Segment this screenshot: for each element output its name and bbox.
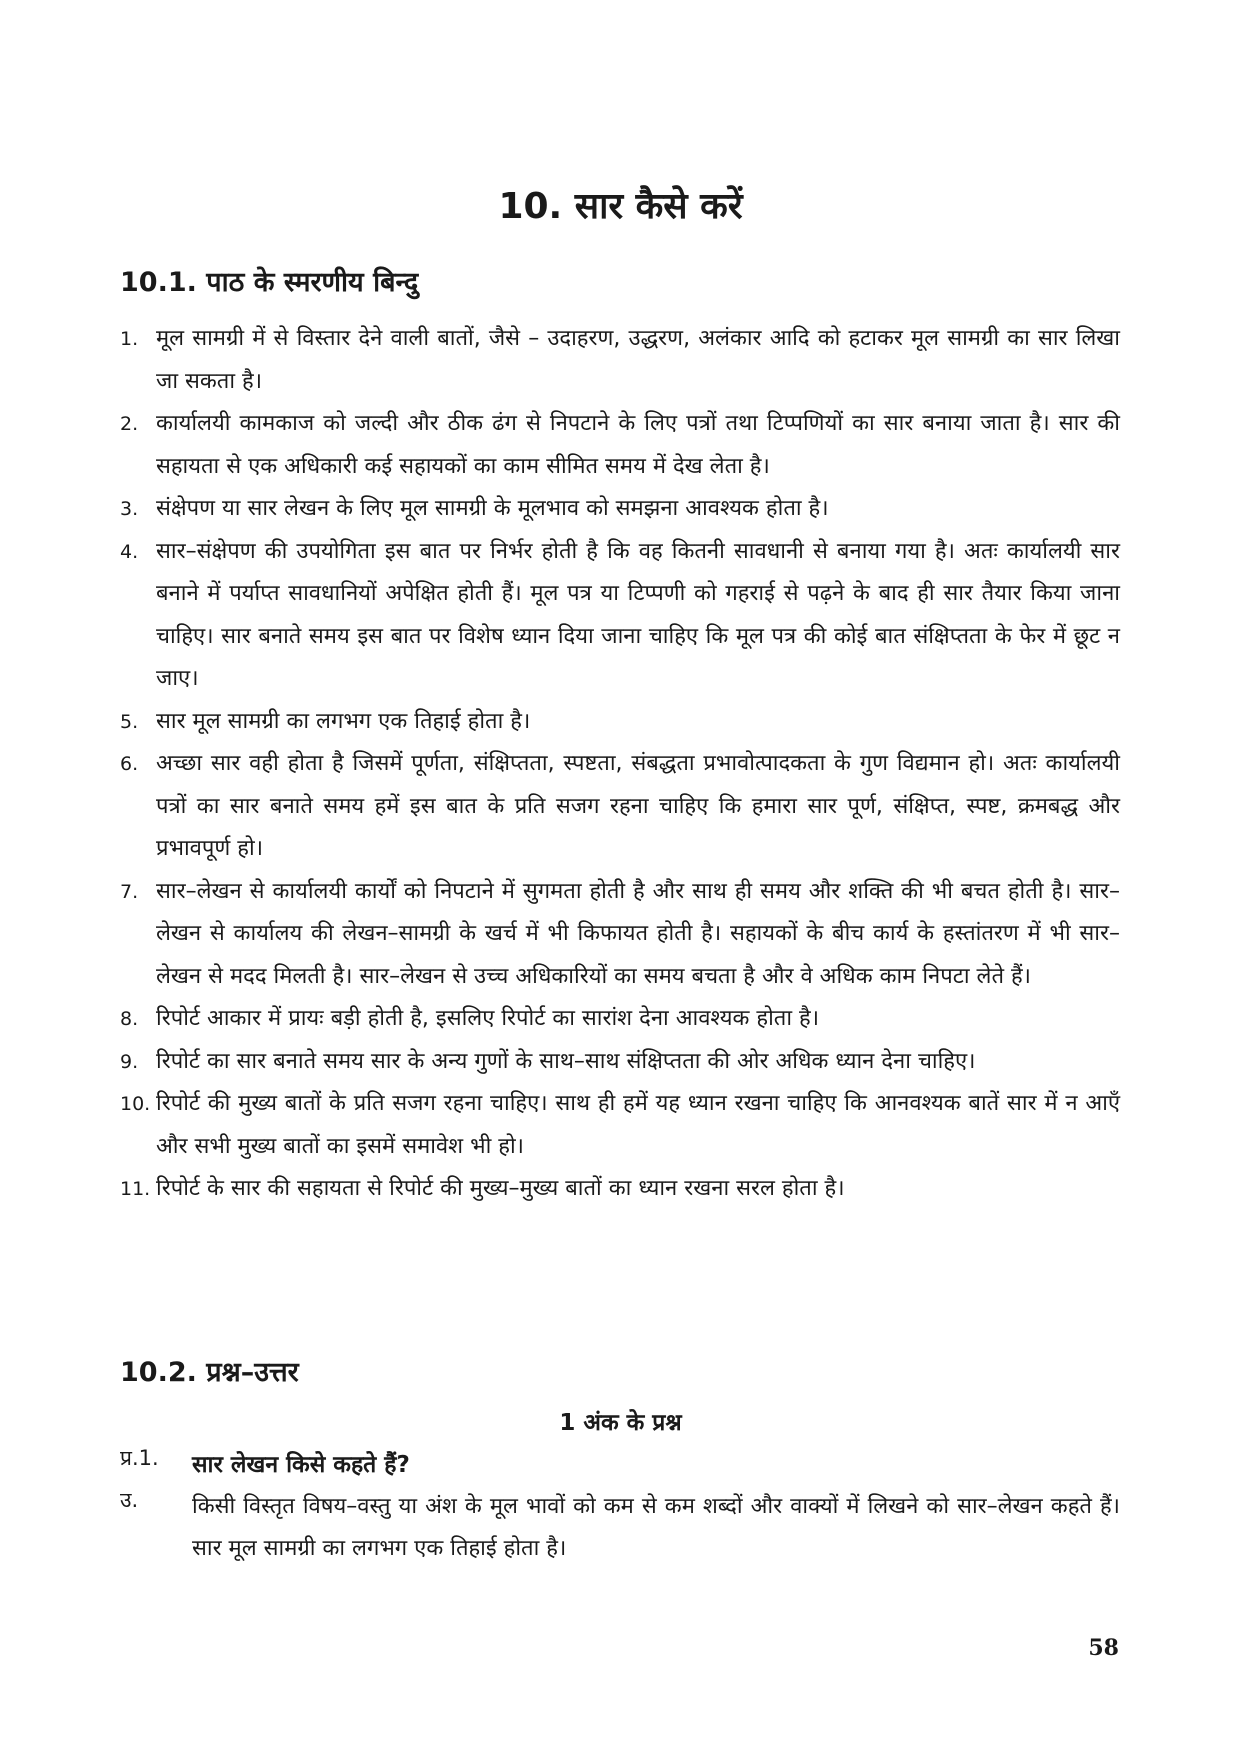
list-item-number: 10. xyxy=(120,1093,151,1115)
list-item-text: सार मूल सामग्री का लगभग एक तिहाई होता है। xyxy=(156,708,531,734)
list-item-number: 8. xyxy=(120,1008,139,1030)
list-item-number: 5. xyxy=(120,710,139,733)
marks-subheading: 1 अंक के प्रश्न xyxy=(559,1410,682,1436)
section-heading-key-points: 10.1. पाठ के स्मरणीय बिन्दु xyxy=(120,267,419,298)
list-item xyxy=(120,1168,1120,1211)
list-item-number: 6. xyxy=(120,753,139,775)
list-item xyxy=(120,743,1120,871)
list-item-number: 1. xyxy=(120,328,139,350)
list-item-number: 4. xyxy=(120,540,139,563)
question-label: प्र.1. xyxy=(120,1446,159,1470)
list-item xyxy=(120,531,1120,701)
answer-label: उ. xyxy=(120,1488,139,1512)
answer-block xyxy=(120,1486,1120,1570)
list-item-text: रिपोर्ट के सार की सहायता से रिपोर्ट की मुख्य–मुख्य बातों का ध्यान रखना सरल होता है। xyxy=(156,1176,845,1201)
list-item-text: कार्यालयी कामकाज को जल्दी और ठीक ढंग से निपटाने के लिए पत्रों तथा टिप्पणियों का सार बनाया जाता है। सार की सहायता से एक अधिकारी कई सहायकों का काम सीमित समय में देख लेता है। xyxy=(156,411,1120,479)
list-item-number: 3. xyxy=(120,498,139,520)
list-item-text: रिपोर्ट आकार में प्रायः बड़ी होती है, इसलिए रिपोर्ट का सारांश देना आवश्यक होता है। xyxy=(156,1006,820,1031)
list-item-text: मूल सामग्री में से विस्तार देने वाली बातों, जैसे – उदाहरण, उद्धरण, अलंकार आदि को हटाकर मूल सामग्री का सार लिखा जा सकता है। xyxy=(156,326,1120,394)
list-item xyxy=(120,403,1120,488)
key-points-list xyxy=(120,318,1120,1211)
question-text: सार लेखन किसे कहते हैं? xyxy=(192,1452,410,1478)
list-item xyxy=(120,998,1120,1041)
question-block xyxy=(120,1444,1120,1486)
list-item-number: 11. xyxy=(120,1178,151,1200)
answer-text: किसी विस्तृत विषय–वस्तु या अंश के मूल भावों को कम से कम शब्दों और वाक्यों में लिखने को सार–लेखन कहते हैं। सार मूल सामग्री का लगभग एक तिहाई होता है। xyxy=(192,1494,1120,1561)
chapter-title: 10. सार कैसे करें xyxy=(498,186,743,227)
list-item xyxy=(120,701,1120,744)
list-item xyxy=(120,1083,1120,1168)
list-item xyxy=(120,871,1120,999)
list-item-number: 2. xyxy=(120,413,139,435)
list-item-text: सार–संक्षेपण की उपयोगिता इस बात पर निर्भर होती है कि वह कितनी सावधानी से बनाया गया है। अतः कार्यालयी सार बनाने में पर्याप्त सावधानियों अपेक्षित होती हैं। मूल पत्र या टिप्पणी को गहराई से पढ़ने के बाद ही सार तैयार किया जाना चाहिए। सार बनाते समय इस बात पर विशेष ध्यान दिया जाना चाहिए कि मूल पत्र की कोई बात संक्षिप्तता के फेर में छूट न जाए। xyxy=(156,538,1120,691)
list-item-text: रिपोर्ट का सार बनाते समय सार के अन्य गुणों के साथ–साथ संक्षिप्तता की ओर अधिक ध्यान देना चाहिए। xyxy=(156,1048,976,1074)
page-number: 58 xyxy=(1088,1635,1119,1661)
list-item-text: रिपोर्ट की मुख्य बातों के प्रति सजग रहना चाहिए। साथ ही हमें यह ध्यान रखना चाहिए कि आनवश्यक बातें सार में न आएँ और सभी मुख्य बातों का इसमें समावेश भी हो। xyxy=(156,1091,1120,1159)
list-item xyxy=(120,318,1120,403)
section-heading-questions: 10.2. प्रश्न–उत्तर xyxy=(120,1357,299,1388)
list-item-text: संक्षेपण या सार लेखन के लिए मूल सामग्री के मूलभाव को समझना आवश्यक होता है। xyxy=(156,496,829,521)
list-item-number: 9. xyxy=(120,1050,139,1073)
list-item-text: सार–लेखन से कार्यालयी कार्यों को निपटाने में सुगमता होती है और साथ ही समय और शक्ति की भी बचत होती है। सार–लेखन से कार्यालय की लेखन–सामग्री के खर्च में भी किफायत होती है। सहायकों के बीच कार्य के हस्तांतरण में भी सार–लेखन से मदद मिलती है। सार–लेखन से उच्च अधिकारियों का समय बचता है और वे अधिक काम निपटा लेते हैं। xyxy=(156,878,1120,989)
list-item-number: 7. xyxy=(120,880,139,903)
list-item xyxy=(120,1041,1120,1084)
list-item-text: अच्छा सार वही होता है जिसमें पूर्णता, संक्षिप्तता, स्पष्टता, संबद्धता प्रभावोत्पादकता के गुण विद्यमान हो। अतः कार्यालयी पत्रों का सार बनाते समय हमें इस बात के प्रति सजग रहना चाहिए कि हमारा सार पूर्ण, संक्षिप्त, स्पष्ट, क्रमबद्ध और प्रभावपूर्ण हो। xyxy=(156,751,1120,861)
list-item xyxy=(120,488,1120,531)
